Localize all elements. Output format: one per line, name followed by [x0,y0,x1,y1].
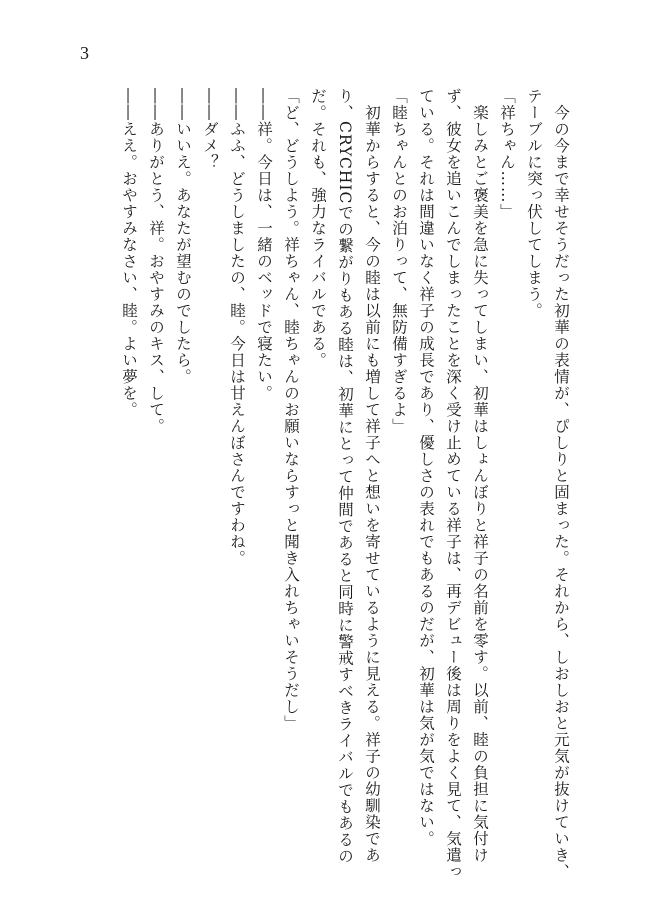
text-line: 楽しみとご褒美を急に失ってしまい、初華はしょんぼりと祥子の名前を零す。以前、睦の負担に気付け [471,88,489,864]
novel-text-column [115,88,574,880]
text-line: 初華からすると、今の睦は以前にも増して祥子へと想いを寄せているように見える。祥子の幼馴染であ [363,88,381,864]
text-line: ――祥。今日は、一緒のベッドで寝たい。 [255,88,273,402]
text-line: 「祥ちゃん……」 [498,88,516,220]
text-line: だ。それも、強力なライバルである。 [309,88,327,369]
text-line: り、CRYCHICでの繋がりもある睦は、初華にとって仲間であると同時に警戒すべきライバルでもあるの [336,88,354,865]
page-number: 3 [80,43,89,63]
text-line: ――ええ。おやすみなさい、睦。よい夢を。 [120,88,138,418]
text-line: ず、彼女を追いこんでしまったことを深く受け止めている祥子は、再デビュー後は周りをよく見て、気遣っ [444,88,462,880]
text-line: ――ダメ？ [201,88,219,171]
text-line: ――いいえ。あなたが望むのでしたら。 [174,88,192,385]
text-line: 「睦ちゃんとのお泊りって、無防備すぎるよ」 [390,88,408,435]
text-line: 今の今まで幸せそうだった初華の表情が、ぴしりと固まった。それから、しおしおと元気が抜けていき、 [552,88,570,880]
text-line: 「ど、どうしよう。祥ちゃん、睦ちゃんのお願いならすっと聞き入れちゃいそうだし」 [282,88,300,732]
text-line: テーブルに突っ伏してしまう。 [525,88,543,319]
text-line: ――ありがとう、祥。おやすみのキス、して。 [147,88,165,435]
text-line: ――ふふ、どうしましたの、睦。今日は甘えんぼさんですわね。 [228,88,246,567]
text-line: ている。それは間違いなく祥子の成長であり、優しさの表れでもあるのだが、初華は気が気ではない。 [417,88,435,847]
